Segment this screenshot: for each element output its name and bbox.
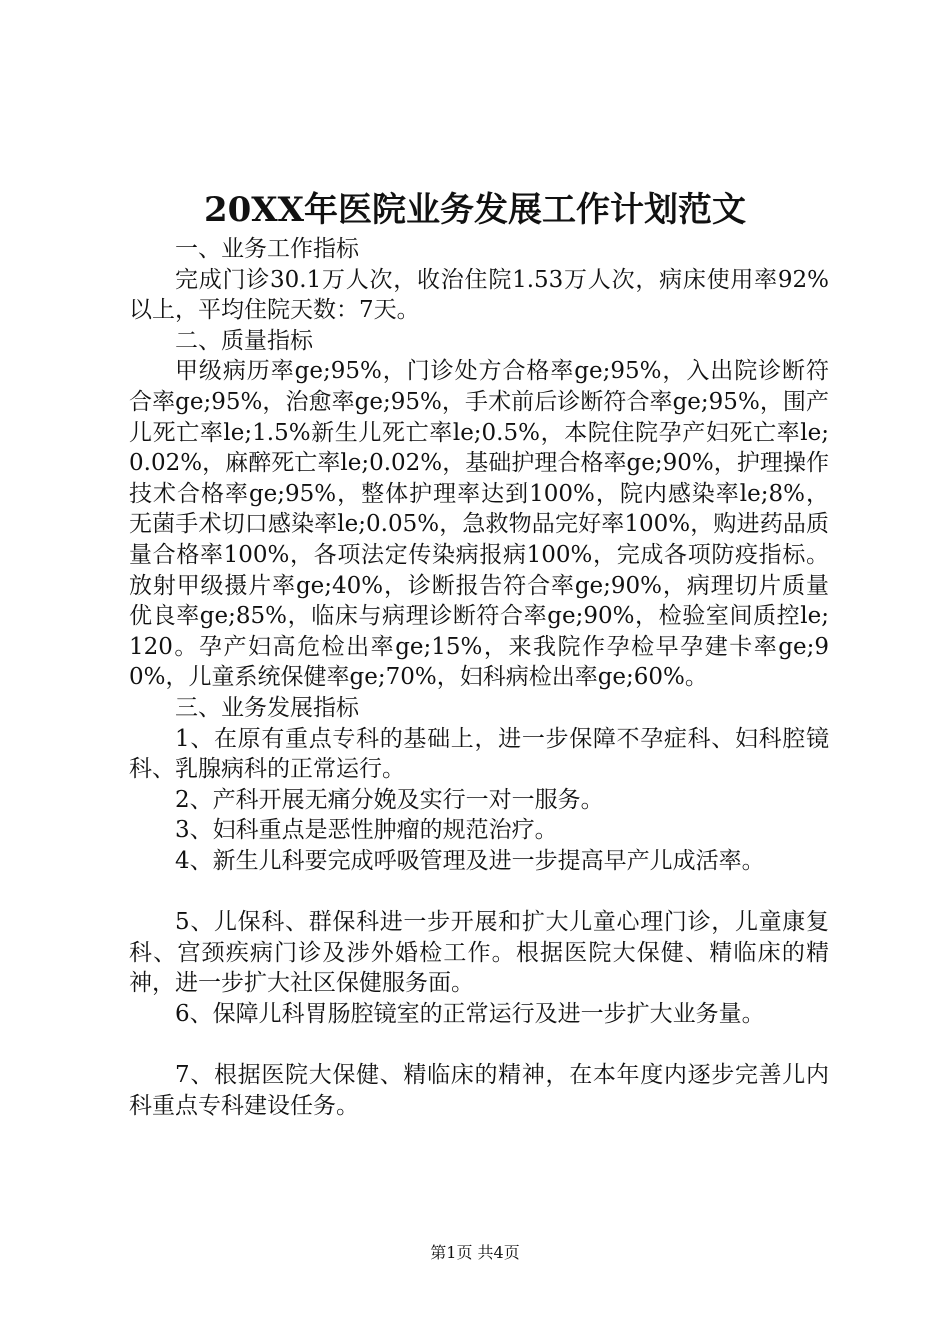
document-body (129, 234, 829, 1121)
list-item-2: 2、产科开展无痛分娩及实行一对一服务。 (175, 786, 604, 813)
list-item-4: 4、新生儿科要完成呼吸管理及进一步提高早产儿成活率。 (175, 847, 765, 874)
section-heading-1: 一、业务工作指标 (175, 236, 359, 262)
list-item-3: 3、妇科重点是恶性肿瘤的规范治疗。 (175, 817, 558, 844)
list-item-6: 6、保障儿科胃肠腔镜室的正常运行及进一步扩大业务量。 (175, 1000, 765, 1027)
list-item-5: 5、儿保科、群保科进一步开展和扩大儿童心理门诊，儿童康复科、宫颈疾病门诊及涉外婚检工作。根据医院大保健、精临床的精神，进一步扩大社区保健服务面。 (129, 909, 829, 997)
paragraph-quality-targets: 甲级病历率ge;95%，门诊处方合格率ge;95%，入出院诊断符合率ge;95%，治愈率ge;95%，手术前后诊断符合率ge;95%，围产儿死亡率le;1.5%新生儿死亡率le;0.5%，本院住院孕产妇死亡率le;0.02%，麻醉死亡率le;0.02%，基础护理合格率ge;90%，护理操作技术合格率ge;95%，整体护理率达到100%，院内感染率le;8%，无菌手术切口感染率le;0.05%，急救物品完好率100%，购进药品质量合格率100%，各项法定传染病报病100%，完成各项防疫指标。放射甲级摄片率ge;40%，诊断报告符合率ge;90%，病理切片质量优良率ge;85%，临床与病理诊断符合率ge;90%，检验室间质控le;120。孕产妇高危检出率ge;15%，来我院作孕检早孕建卡率ge;90%，儿童系统保健率ge;70%，妇科病检出率ge;60%。 (129, 358, 829, 691)
page-footer: 第1页 共4页 (430, 1243, 520, 1262)
list-item-1: 1、在原有重点专科的基础上，进一步保障不孕症科、妇科腔镜科、乳腺病科的正常运行。 (129, 725, 829, 783)
document-title: 20XX年医院业务发展工作计划范文 (203, 190, 747, 230)
paragraph-work-targets: 完成门诊30.1万人次，收治住院1.53万人次，病床使用率92%以上，平均住院天数：7天。 (129, 266, 829, 324)
section-heading-2: 二、质量指标 (175, 327, 313, 354)
list-item-7: 7、根据医院大保健、精临床的精神，在本年度内逐步完善儿内科重点专科建设任务。 (129, 1062, 829, 1119)
section-heading-3: 三、业务发展指标 (175, 694, 359, 721)
